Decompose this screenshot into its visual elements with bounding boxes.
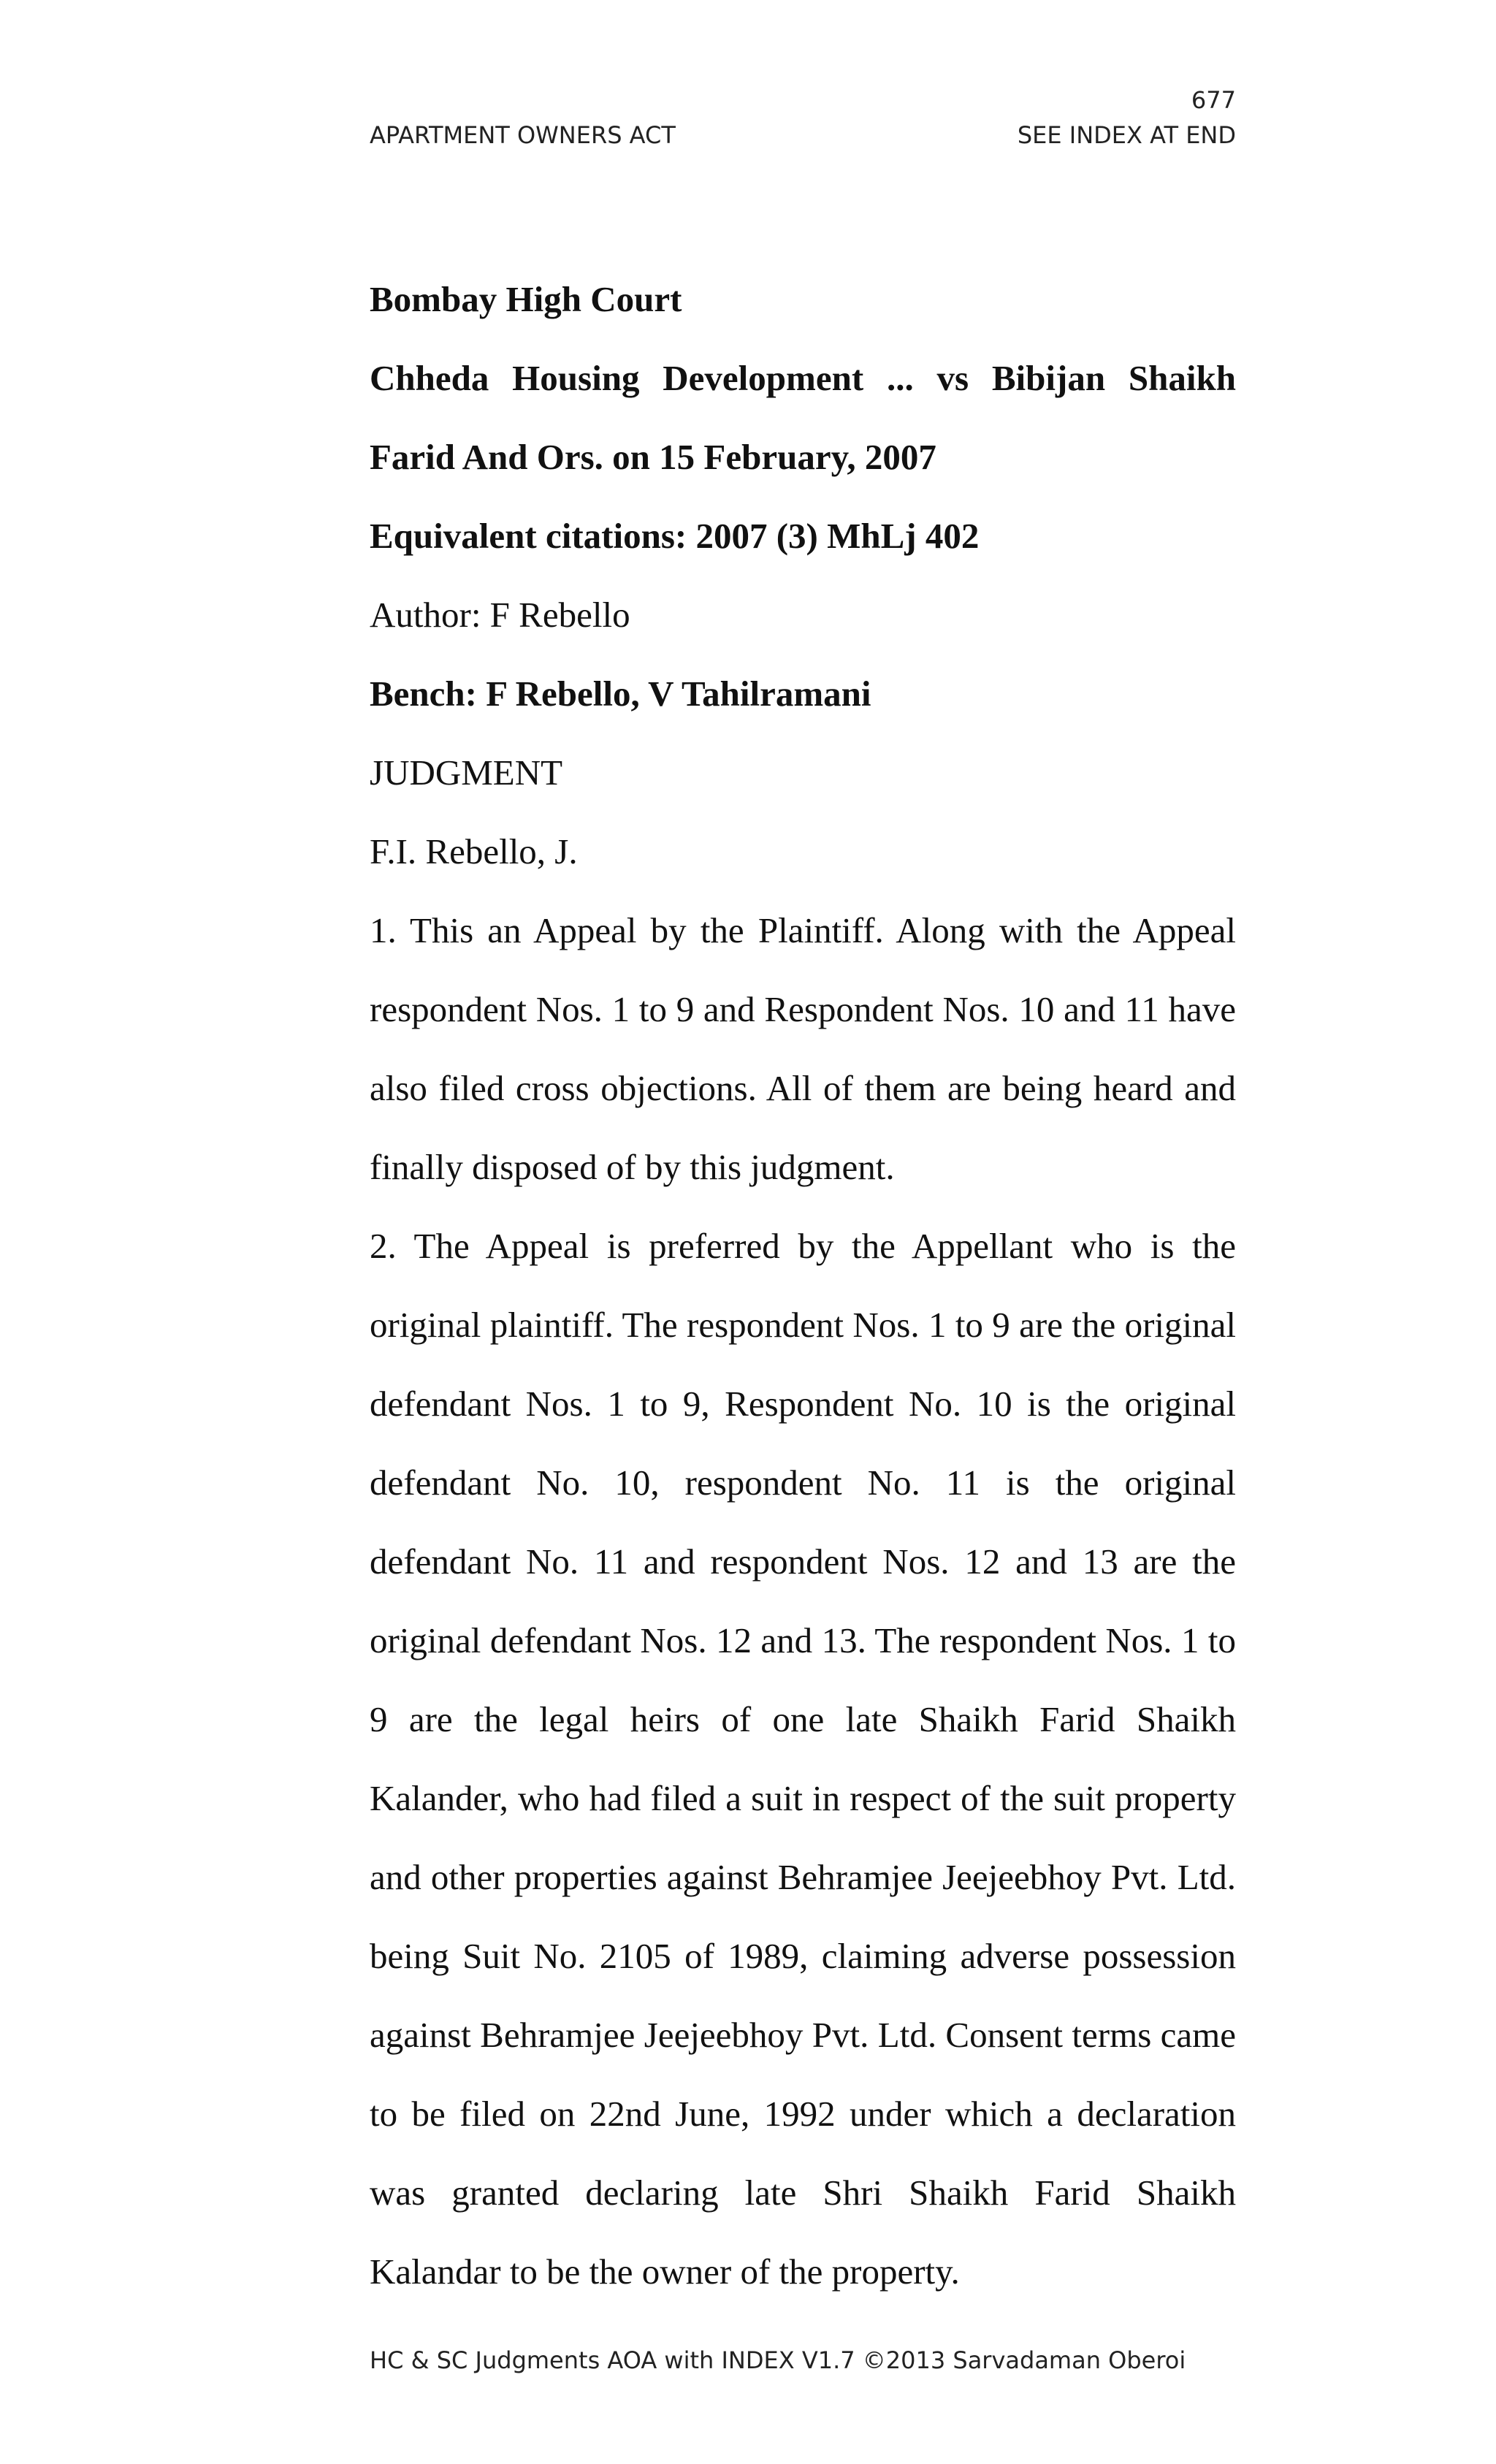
- running-header: [370, 121, 1236, 149]
- bench-line: Bench: F Rebello, V Tahilramani: [370, 674, 871, 714]
- paragraph-1: 1. This an Appeal by the Plaintiff. Along with the Appeal respondent Nos. 1 to 9 and Respondent Nos. 10 and 11 have also filed cross objections. All of them are being heard and finally disposed of by this judgment.: [370, 910, 1236, 1187]
- equivalent-citations: Equivalent citations: 2007 (3) MhLj 402: [370, 516, 980, 556]
- case-title: Chheda Housing Development ... vs Bibijan Shaikh Farid And Ors. on 15 February, 2007: [370, 358, 1236, 477]
- document-body: [370, 260, 1236, 2311]
- court-name: Bombay High Court: [370, 279, 682, 319]
- judgment-heading: JUDGMENT: [370, 752, 563, 793]
- footer-text: HC & SC Judgments AOA with INDEX V1.7 ©2013 Sarvadaman Oberoi: [370, 2346, 1186, 2374]
- paragraph-2: 2. The Appeal is preferred by the Appellant who is the original plaintiff. The respondent Nos. 1 to 9 are the original defendant Nos. 1 to 9, Respondent No. 10 is the original defendant No. 10, respondent No. 11 is the original defendant No. 11 and respondent Nos. 12 and 13 are the original defendant Nos. 12 and 13. The respondent Nos. 1 to 9 are the legal heirs of one late Shaikh Farid Shaikh Kalander, who had filed a suit in respect of the suit property and other properties against Behramjee Jeejeebhoy Pvt. Ltd. being Suit No. 2105 of 1989, claiming adverse possession against Behramjee Jeejeebhoy Pvt. Ltd. Consent terms came to be filed on 22nd June, 1992 under which a declaration was granted declaring late Shri Shaikh Farid Shaikh Kalandar to be the owner of the property.: [370, 1226, 1236, 2292]
- page-number: 677: [1191, 86, 1236, 114]
- header-left-text: APARTMENT OWNERS ACT: [370, 121, 676, 149]
- judge-name: F.I. Rebello, J.: [370, 831, 578, 871]
- author-line: Author: F Rebello: [370, 595, 630, 635]
- header-right-text: SEE INDEX AT END: [1017, 121, 1236, 149]
